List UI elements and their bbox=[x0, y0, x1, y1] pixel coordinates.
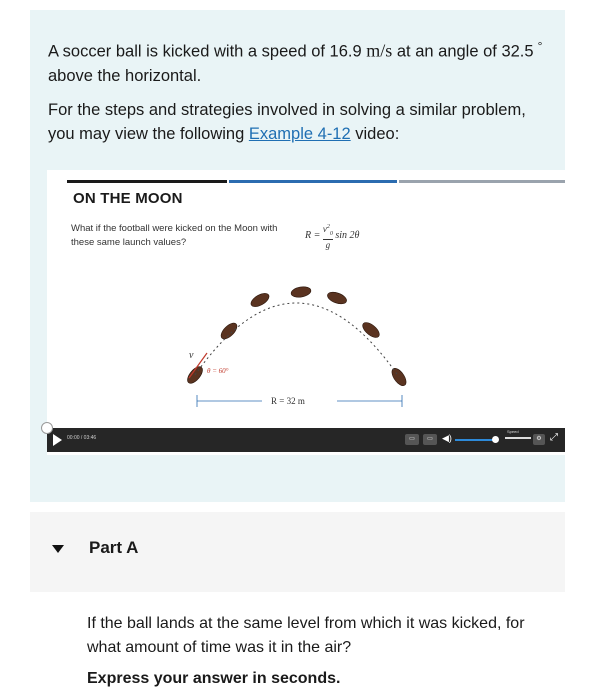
video-player[interactable] bbox=[47, 170, 565, 455]
speed-unit: m/s bbox=[366, 40, 393, 61]
range-label: R = 32 m bbox=[271, 396, 305, 406]
volume-knob[interactable] bbox=[492, 436, 499, 443]
degree-symbol: ° bbox=[537, 39, 543, 53]
football-6 bbox=[360, 320, 382, 341]
football-3 bbox=[249, 291, 271, 310]
intro-angle: at an angle of 32.5 bbox=[392, 42, 534, 61]
formula-numerator: $v^2_0$ bbox=[323, 222, 333, 240]
slide-title: ON THE MOON bbox=[73, 190, 183, 207]
settings-button[interactable]: ⚙ bbox=[533, 434, 545, 445]
example-video-link[interactable]: Example 4-12 bbox=[248, 125, 351, 143]
steps-prefix: For the steps and strategies involved in solving a similar problem, you may view the following bbox=[48, 101, 526, 143]
steps-suffix: video: bbox=[350, 125, 400, 143]
football-4 bbox=[290, 285, 311, 298]
play-icon[interactable] bbox=[53, 434, 62, 446]
trajectory-path bbox=[195, 303, 399, 377]
formula-denominator: g bbox=[325, 239, 331, 250]
time-display: 00:00 / 03:46 bbox=[67, 435, 97, 441]
part-question: If the ball lands at the same level from which it was kicked, for what amount of time was it in the air? bbox=[87, 615, 525, 656]
fullscreen-icon[interactable]: ⤢ bbox=[550, 432, 558, 443]
progress-scrubber[interactable] bbox=[41, 422, 53, 434]
collapse-caret-icon[interactable] bbox=[52, 545, 64, 553]
speed-label: Speed bbox=[507, 429, 519, 434]
volume-icon[interactable]: ◀) bbox=[442, 433, 452, 443]
intro-suffix: above the horizontal. bbox=[48, 66, 202, 85]
problem-intro-text bbox=[48, 34, 553, 88]
formula-lhs: R = bbox=[305, 230, 321, 242]
transcript-button[interactable]: ▭ bbox=[423, 434, 437, 445]
angle-label: θ = 60° bbox=[207, 367, 229, 375]
formula-rhs: sin 2θ bbox=[335, 230, 360, 242]
volume-slider[interactable] bbox=[455, 439, 495, 441]
trajectory-diagram bbox=[47, 170, 565, 428]
part-title: Part A bbox=[89, 538, 139, 557]
steps-text bbox=[48, 98, 553, 146]
football-5 bbox=[326, 290, 348, 306]
answer-instruction: Express your answer in seconds. bbox=[87, 670, 341, 687]
video-controls-bar bbox=[47, 428, 565, 452]
part-a-header[interactable] bbox=[30, 512, 565, 592]
football-2 bbox=[218, 320, 239, 341]
captions-button[interactable]: ▭ bbox=[405, 434, 419, 445]
v0-label: v bbox=[189, 350, 194, 361]
speed-slider[interactable] bbox=[505, 437, 531, 439]
intro-prefix: A soccer ball is kicked with a speed of 16.9 bbox=[48, 42, 367, 61]
slide-question: What if the football were kicked on the Moon with these same launch values? bbox=[71, 223, 278, 248]
